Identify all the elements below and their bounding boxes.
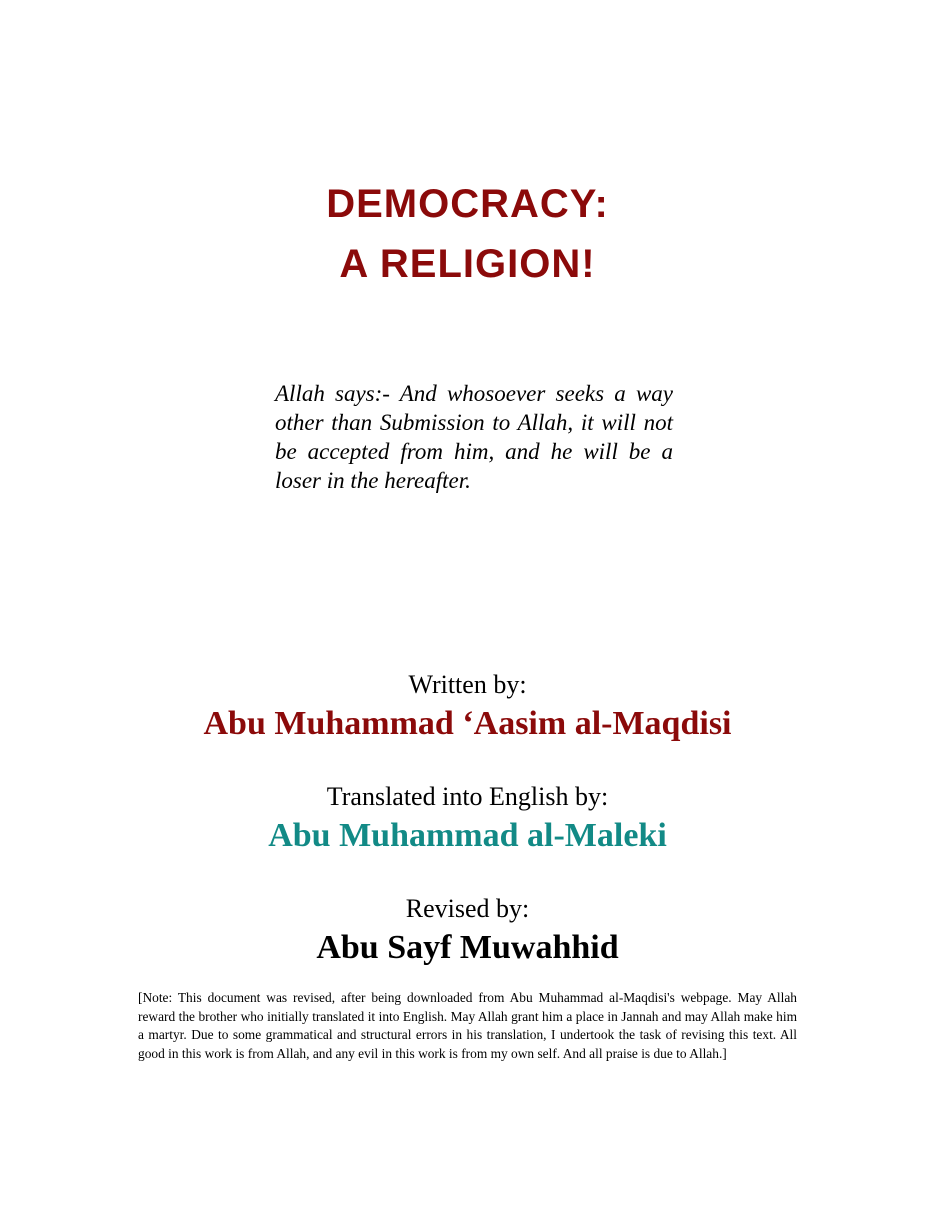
reviser-name: Abu Sayf Muwahhid bbox=[316, 929, 619, 966]
quote-paragraph: Allah says:- And whosoever seeks a way other than Submission to Allah, it will not be accepted from him, and he will be a loser in the hereafter. bbox=[275, 381, 673, 493]
translated-by-label: Translated into English by: bbox=[326, 782, 609, 811]
written-by-label: Written by: bbox=[408, 670, 527, 699]
translator-name: Abu Muhammad al-Maleki bbox=[268, 817, 667, 854]
author-name: Abu Muhammad ‘Aasim al-Maqdisi bbox=[203, 705, 732, 742]
revised-by-label: Revised by: bbox=[405, 894, 530, 923]
title-line-1: DEMOCRACY: bbox=[326, 182, 609, 226]
revision-note: [Note: This document was revised, after being downloaded from Abu Muhammad al-Maqdisi's webpage. May Allah reward the brother who initially translated it into English. May Allah grant him a place in Jannah and may Allah make him a martyr. Due to some grammatical and structural errors in his translation, I undertook the task of revising this text. All good in this work is from Allah, and any evil in this work is from my own self. And all praise is due to Allah.] bbox=[138, 990, 797, 1061]
title-line-2: A RELIGION! bbox=[339, 242, 596, 286]
